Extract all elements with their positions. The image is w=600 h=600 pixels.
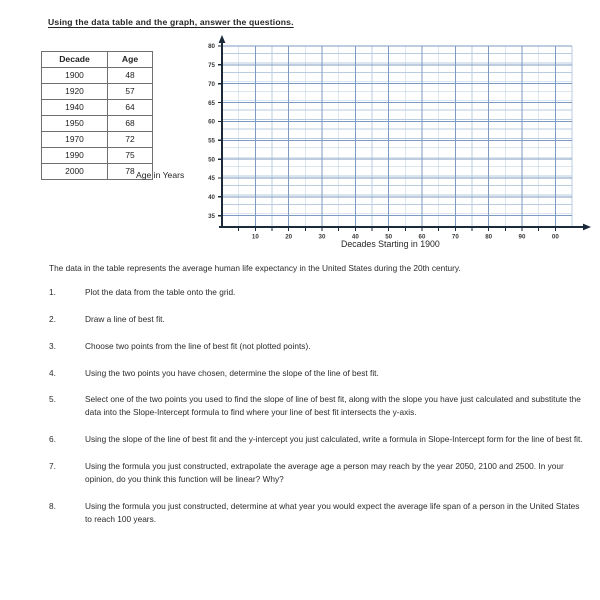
y-tick-label: 50 [208, 156, 215, 164]
table-row [42, 84, 153, 100]
table-row [42, 148, 153, 164]
x-axis-tick-labels [252, 234, 559, 241]
question-item [49, 286, 584, 299]
question-number: 3. [49, 340, 56, 351]
table-header-row [42, 52, 153, 68]
question-text: Choose two points from the line of best fit (not plotted points). [85, 340, 311, 351]
question-text: Plot the data from the table onto the grid. [85, 287, 236, 297]
question-number: 7. [49, 461, 56, 472]
cell-age: 75 [108, 148, 153, 164]
question-item [49, 433, 584, 446]
x-tick-label: 90 [518, 233, 526, 241]
x-tick-label: 60 [418, 233, 426, 241]
axis-lines [219, 35, 591, 230]
grid-minor-lines [222, 46, 572, 227]
question-item [49, 460, 584, 486]
x-tick-label: 70 [451, 233, 459, 241]
question-text: Select one of the two points you used to find the slope of line of best fit, along with the slope you have just calculated and substitute the data into the Slope-Intercept formula to find where your line of best fit intersects the y-axis. [85, 394, 581, 418]
question-text: Using the slope of the line of best fit and the y-intercept you just calculated, write a formula in Slope-Intercept form for the line of best fit. [85, 434, 583, 445]
y-axis-tick-labels [208, 43, 215, 220]
cell-decade: 1950 [42, 116, 108, 132]
y-axis-arrowhead [219, 35, 226, 43]
cell-decade: 1970 [42, 132, 108, 148]
question-number: 6. [49, 434, 56, 445]
column-header-decade: Decade [42, 52, 108, 68]
cell-age: 68 [108, 116, 153, 132]
cell-decade: 1920 [42, 84, 108, 100]
question-text: Using the formula you just constructed, determine at what year you would expect the average life span of a person in the United States to reach 100 years. [85, 500, 580, 524]
axis-ticks [218, 46, 555, 231]
cell-age: 78 [108, 164, 153, 180]
question-item [49, 393, 584, 419]
y-tick-label: 80 [208, 43, 215, 51]
cell-decade: 1990 [42, 148, 108, 164]
question-item [49, 340, 584, 353]
data-table [41, 51, 153, 180]
x-tick-label: 30 [318, 233, 326, 241]
y-tick-label: 60 [208, 118, 215, 126]
question-item [49, 367, 584, 380]
x-axis-label: Decades Starting in 1900 [341, 239, 440, 249]
question-number: 1. [49, 287, 56, 297]
y-tick-label: 35 [208, 212, 215, 220]
question-list [49, 286, 584, 539]
question-item [49, 313, 584, 326]
y-tick-label: 70 [208, 80, 215, 88]
y-tick-label: 45 [208, 175, 215, 183]
intro-paragraph: The data in the table represents the average human life expectancy in the United States during the 20th century. [49, 263, 461, 273]
page-title: Using the data table and the graph, answer the questions. [48, 17, 294, 27]
x-tick-label: 50 [385, 233, 393, 241]
question-item [49, 500, 584, 526]
cell-age: 72 [108, 132, 153, 148]
x-tick-label: 80 [485, 233, 493, 241]
question-text: Using the formula you just constructed, extrapolate the average age a person may reach by the year 2050, 2100 and 2500. In your opinion, do you think this function will be linear? Why? [85, 461, 564, 484]
y-tick-label: 40 [208, 194, 215, 202]
x-tick-label: 00 [551, 233, 559, 241]
y-tick-label: 75 [208, 62, 215, 70]
x-axis-arrowhead [583, 224, 591, 231]
x-tick-label: 10 [251, 233, 259, 241]
table-row [42, 116, 153, 132]
cell-age: 48 [108, 68, 153, 84]
column-header-age: Age [108, 52, 153, 68]
question-number: 8. [49, 500, 56, 511]
y-tick-label: 55 [208, 137, 215, 145]
x-tick-label: 20 [285, 233, 293, 241]
cell-age: 64 [108, 100, 153, 116]
x-tick-label: 40 [351, 233, 359, 241]
cell-age: 57 [108, 84, 153, 100]
question-number: 2. [49, 313, 56, 324]
cell-decade: 1940 [42, 100, 108, 116]
table-row [42, 100, 153, 116]
grid-major-lines [222, 46, 572, 227]
y-axis-label: Age in Years [136, 170, 185, 180]
table-row [42, 132, 153, 148]
question-text: Using the two points you have chosen, determine the slope of the line of best fit. [85, 367, 379, 378]
y-tick-label: 65 [208, 99, 215, 107]
question-number: 5. [49, 394, 56, 405]
question-text: Draw a line of best fit. [85, 313, 165, 324]
question-number: 4. [49, 367, 56, 378]
table-row [42, 164, 153, 180]
cell-decade: 2000 [42, 164, 108, 180]
cell-decade: 1900 [42, 68, 108, 84]
table-row [42, 68, 153, 84]
